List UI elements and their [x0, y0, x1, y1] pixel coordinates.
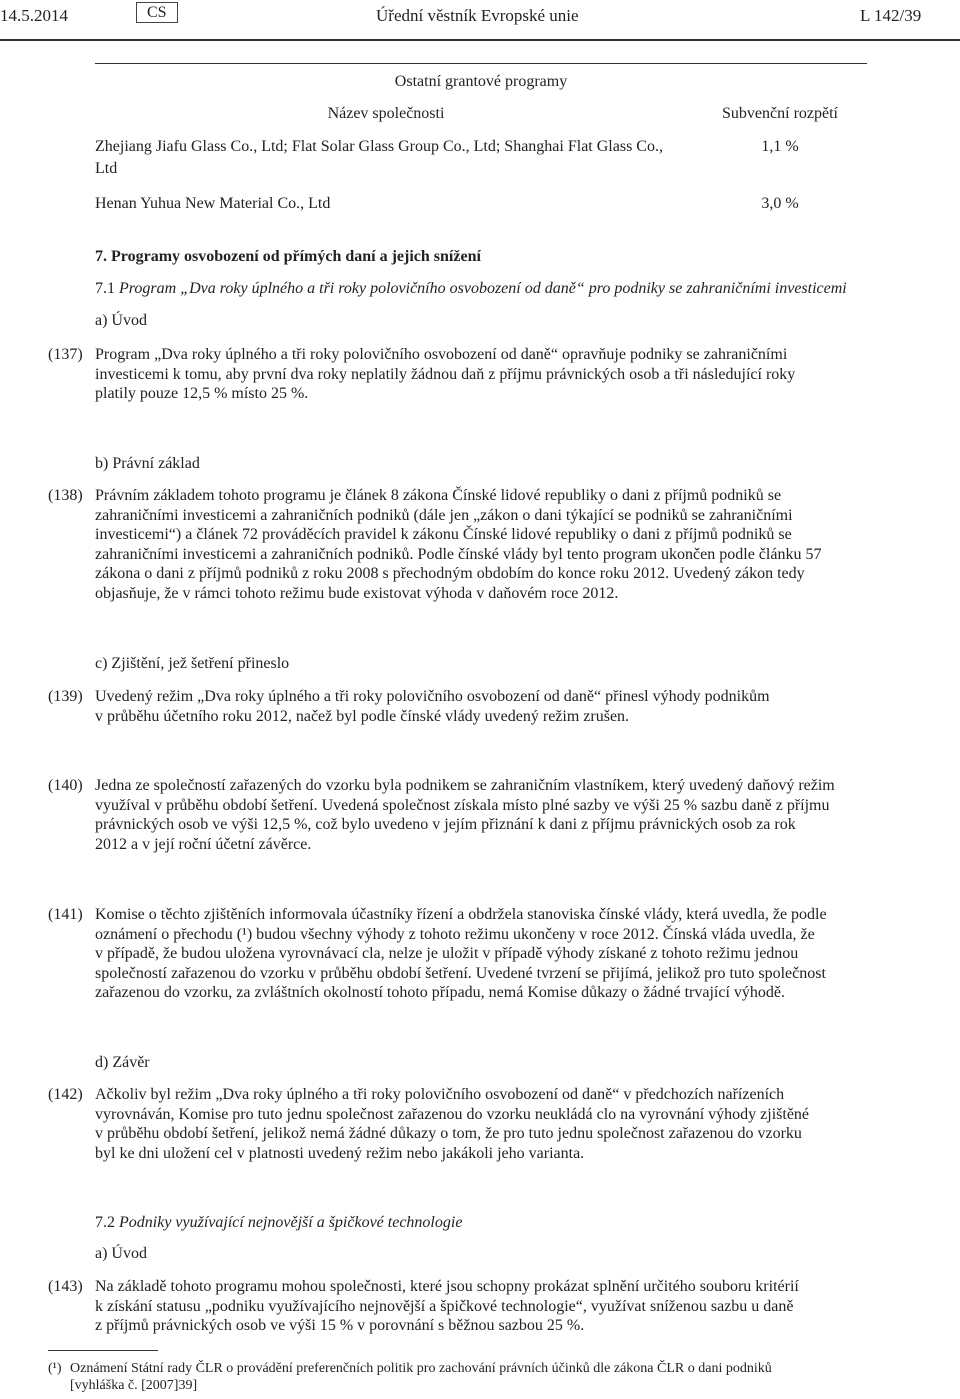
- margin-cell: 3,0 %: [761, 195, 799, 212]
- header-rule: [0, 39, 960, 41]
- paragraph-139: Uvedený režim „Dva roky úplného a tři roky polovičního osvobození od daně“ přinesl výhody podnikům v průběhu účetního roku 2012, načež byl podle čínské vlády uvedený režim zrušen.: [95, 688, 770, 725]
- paragraph-143: Na základě tohoto programu mohou společnosti, které jsou schopny prokázat splnění určitého souboru kritérií k získání statusu „podniku využívajícího nejnovější a špičkové technologie“, využívat sníženou sazbu u daně z příjmů právnických osob ve výši 15 % v porovnání s běžnou sazbou 25 %.: [95, 1278, 799, 1335]
- paragraph-number: (139): [48, 688, 83, 705]
- language-code-badge: CS: [136, 2, 178, 23]
- publication-date: 14.5.2014: [0, 6, 68, 25]
- paragraph-number: (140): [48, 777, 83, 794]
- paragraph-138: Právním základem tohoto programu je článek 8 zákona Čínské lidové republiky o dani z příjmů podniků se zahraničními investicemi a zahraničních podniků (dále jen „zákon o dani týkající se podniků se zahraničními investicemi“) a článek 72 prováděcích pravidel k zákonu Čínské lidové republiky o dani z příjmů podniků se zahraničními investicemi a zahraničních podniků. Podle čínské vlády byl tento program ukončen podle článku 57 zákona o dani z příjmů podniků z roku 2008 s přechodným obdobím do konce roku 2012. Uvedený zákon tedy objasňuje, že v rámci tohoto režimu bude existovat výhoda v daňovém roce 2012.: [95, 487, 822, 602]
- paragraph-137: Program „Dva roky úplného a tři roky polovičního osvobození od daně“ opravňuje podniky se zahraničními investicemi k tomu, aby první dva roky neplatily žádnou daň z příjmu právnických osob a tři následující roky platily pouze 12,5 % místo 25 %.: [95, 346, 796, 403]
- column-header-margin: Subvenční rozpětí: [722, 105, 838, 122]
- journal-title: Úřední věstník Evropské unie: [376, 6, 579, 25]
- subsection-heading: 7.1 Program „Dva roky úplného a tři roky polovičního osvobození od daně“ pro podniky se zahraničními investicemi: [95, 280, 847, 297]
- footnote-rule: [48, 1350, 158, 1351]
- grant-programs-table: [95, 63, 867, 215]
- intro-label: a) Úvod: [95, 1245, 147, 1262]
- intro-label: a) Úvod: [95, 312, 147, 329]
- table-caption: Ostatní grantové programy: [394, 73, 568, 90]
- company-cell: Henan Yuhua New Material Co., Ltd: [95, 195, 331, 212]
- paragraph-140: Jedna ze společností zařazených do vzorku byla podnikem se zahraničním vlastníkem, který uvedený daňový režim využíval v průběhu období šetření. Uvedená společnost získala místo plné sazby ve výši 25 % sazbu daně z příjmu právnických osob ve výši 12,5 %, což bylo uvedeno v jejím přiznání k dani z příjmu právnických osob za rok 2012 a v její roční účetní závěrce.: [95, 777, 835, 853]
- page-reference: L 142/39: [860, 6, 922, 25]
- table-row: [95, 131, 867, 187]
- paragraph-142: Ačkoliv byl režim „Dva roky úplného a tři roky polovičního osvobození od daně“ v předchozích nařízeních vyrovnáván, Komise pro tuto jednu společnost zařazenou do vzorku neukládá clo na vyrovnání výhody zjištěné v průběhu období šetření, jelikož nemá žádné důkazy o tom, že pro tuto jednu společnost zařazenou do vzorku byl ke dni uložení cel v platnosti uvedený režim nebo jakákoli jeho varianta.: [95, 1086, 810, 1162]
- paragraph-number: (137): [48, 346, 83, 363]
- table-top-rule: [95, 63, 867, 64]
- legal-basis-label: b) Právní základ: [95, 455, 200, 472]
- paragraph-141: Komise o těchto zjištěních informovala účastníky řízení a obdržela stanoviska čínské vlády, která uvedla, že podle oznámení o přechodu (¹) budou všechny výhody z tohoto režimu ukončeny v roce 2012. Čínská vláda uvedla, že v případě, že budou uložena vyrovnávací cla, nelze je uložit v případě výhody získané z tohoto režimu jednou společností zařazenou do vzorku v průběhu období šetření. Uvedené tvrzení se přijímá, jelikož pro tuto společnost zařazenou do vzorku, za zvláštních okolností tohoto případu, nemá Komise důkazy o žádné trvající výhodě.: [95, 906, 827, 1002]
- footnote-marker: (¹): [48, 1361, 62, 1376]
- paragraph-number: (143): [48, 1278, 83, 1295]
- margin-cell: 1,1 %: [761, 138, 799, 155]
- findings-label: c) Zjištění, jež šetření přineslo: [95, 655, 290, 672]
- table-header-row: [95, 91, 867, 131]
- column-header-company: Název společnosti: [327, 105, 445, 122]
- company-cell: Zhejiang Jiafu Glass Co., Ltd; Flat Solar Glass Group Co., Ltd; Shanghai Flat Glass Co., Ltd: [95, 138, 663, 177]
- subsection-heading: 7.2 Podniky využívající nejnovější a špičkové technologie: [95, 1214, 463, 1231]
- paragraph-number: (141): [48, 906, 83, 923]
- paragraph-number: (138): [48, 487, 83, 504]
- section-heading: 7. Programy osvobození od přímých daní a jejich snížení: [95, 248, 481, 265]
- table-row: [95, 187, 867, 215]
- conclusion-label: d) Závěr: [95, 1054, 150, 1071]
- paragraph-number: (142): [48, 1086, 83, 1103]
- footnote: Oznámení Státní rady ČLR o provádění preferenčních politik pro zachování právních účinků dle zákona ČLR o dani podniků [vyhláška č. [2007]39]: [70, 1361, 772, 1393]
